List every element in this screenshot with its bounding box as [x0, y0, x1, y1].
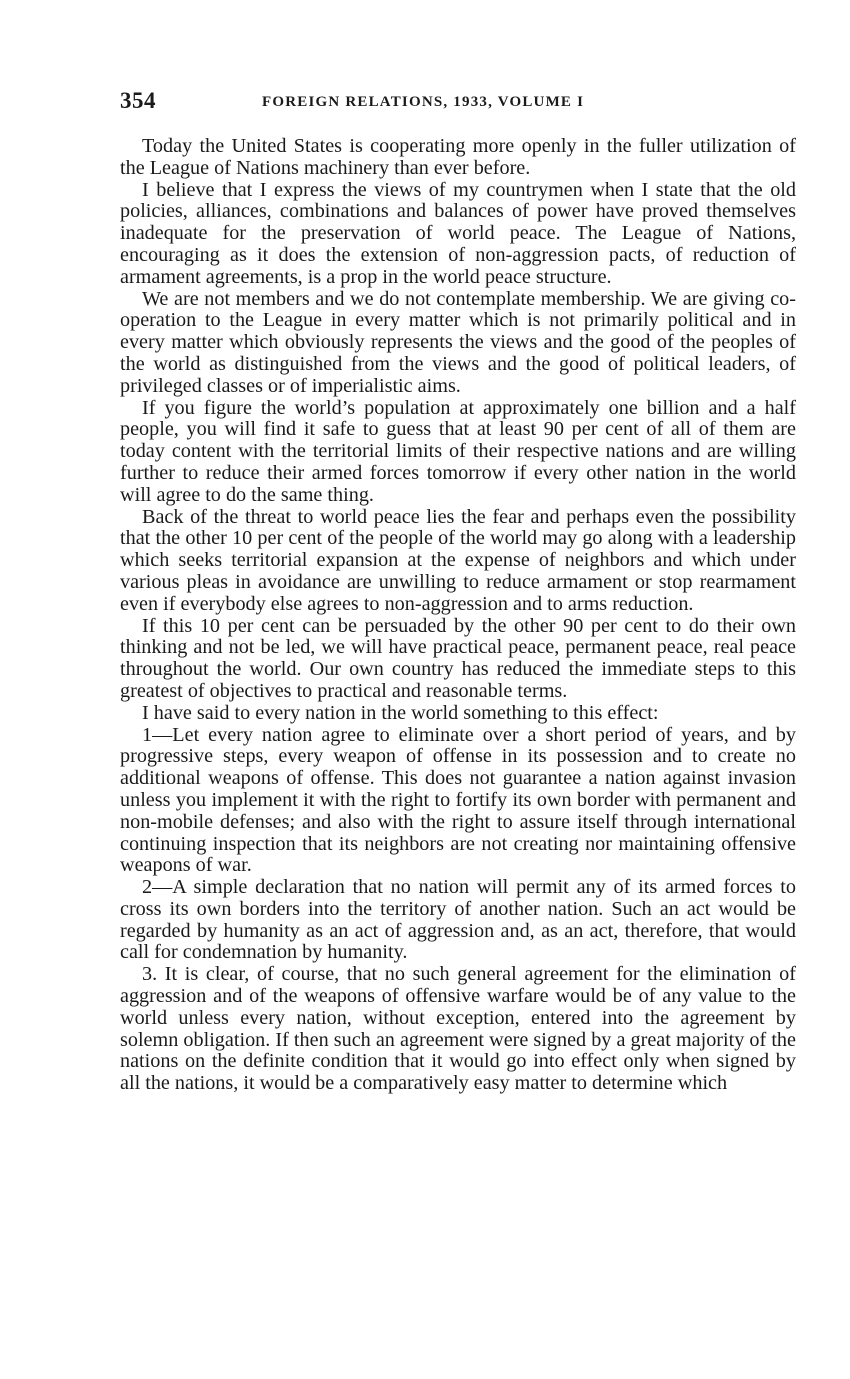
paragraph: If you figure the world’s population at approximately one billion and a half people, you will find it safe to guess that at least 90 per cent of all of them are today content with the territorial limits of their respective nations and are willing further to reduce their armed forces tomorrow if every other nation in the world will agree to do the same thing.: [120, 396, 796, 506]
paragraph: 2—A simple declaration that no nation will permit any of its armed forces to cross its own borders into the territory of another nation. Such an act would be regarded by humanity as an act of aggression and, as an act, therefore, that would call for condemnation by humanity.: [120, 876, 796, 964]
paragraph: Today the United States is cooperating more openly in the fuller utilization of the League of Nations machinery than ever before.: [120, 135, 796, 179]
paragraph: I believe that I express the views of my countrymen when I state that the old policies, alliances, combinations and balances of power have proved themselves inadequate for the preservation of world peace. The League of Nations, encouraging as it does the extension of non-aggression pacts, of reduction of armament agreements, is a prop in the world peace structure.: [120, 178, 796, 288]
running-head: FOREIGN RELATIONS, 1933, VOLUME I: [262, 94, 585, 110]
document-page: [120, 88, 796, 1095]
paragraph: We are not members and we do not contemplate membership. We are giving co-operation to the League in every matter which is not primarily political and in every matter which obviously represents the views and the good of the peoples of the world as distinguished from the views and the good of political leaders, of privileged classes or of imperialistic aims.: [120, 287, 796, 397]
paragraph: 1—Let every nation agree to eliminate over a short period of years, and by progressive steps, every weapon of offense in its possession and to create no additional weapons of offense. This does not guarantee a nation against invasion unless you implement it with the right to fortify its own border with permanent and non-mobile defenses; and also with the right to assure itself through international continuing inspection that its neighbors are not creating nor maintaining offensive weapons of war.: [120, 723, 796, 877]
paragraph: Back of the threat to world peace lies the fear and perhaps even the possibility that the other 10 per cent of the people of the world may go along with a leadership which seeks territorial expansion at the expense of neighbors and which under various pleas in avoidance are unwilling to reduce armament or stop rearmament even if everybody else agrees to non-aggression and to arms reduction.: [120, 505, 796, 615]
paragraph: If this 10 per cent can be persuaded by the other 90 per cent to do their own thinking and not be led, we will have practical peace, permanent peace, real peace throughout the world. Our own country has reduced the immediate steps to this greatest of objectives to practical and reasonable terms.: [120, 614, 796, 702]
paragraph: I have said to every nation in the world something to this effect:: [142, 701, 659, 724]
page-number: 354: [120, 88, 156, 113]
page-header: [120, 88, 796, 124]
body-text: [120, 136, 796, 1095]
paragraph: 3. It is clear, of course, that no such general agreement for the elimination of aggression and of the weapons of offensive warfare would be of any value to the world unless every nation, without exception, entered into the agreement by solemn obligation. If then such an agreement were signed by a great majority of the nations on the definite condition that it would go into effect only when signed by all the nations, it would be a comparatively easy matter to determine which: [120, 963, 796, 1095]
